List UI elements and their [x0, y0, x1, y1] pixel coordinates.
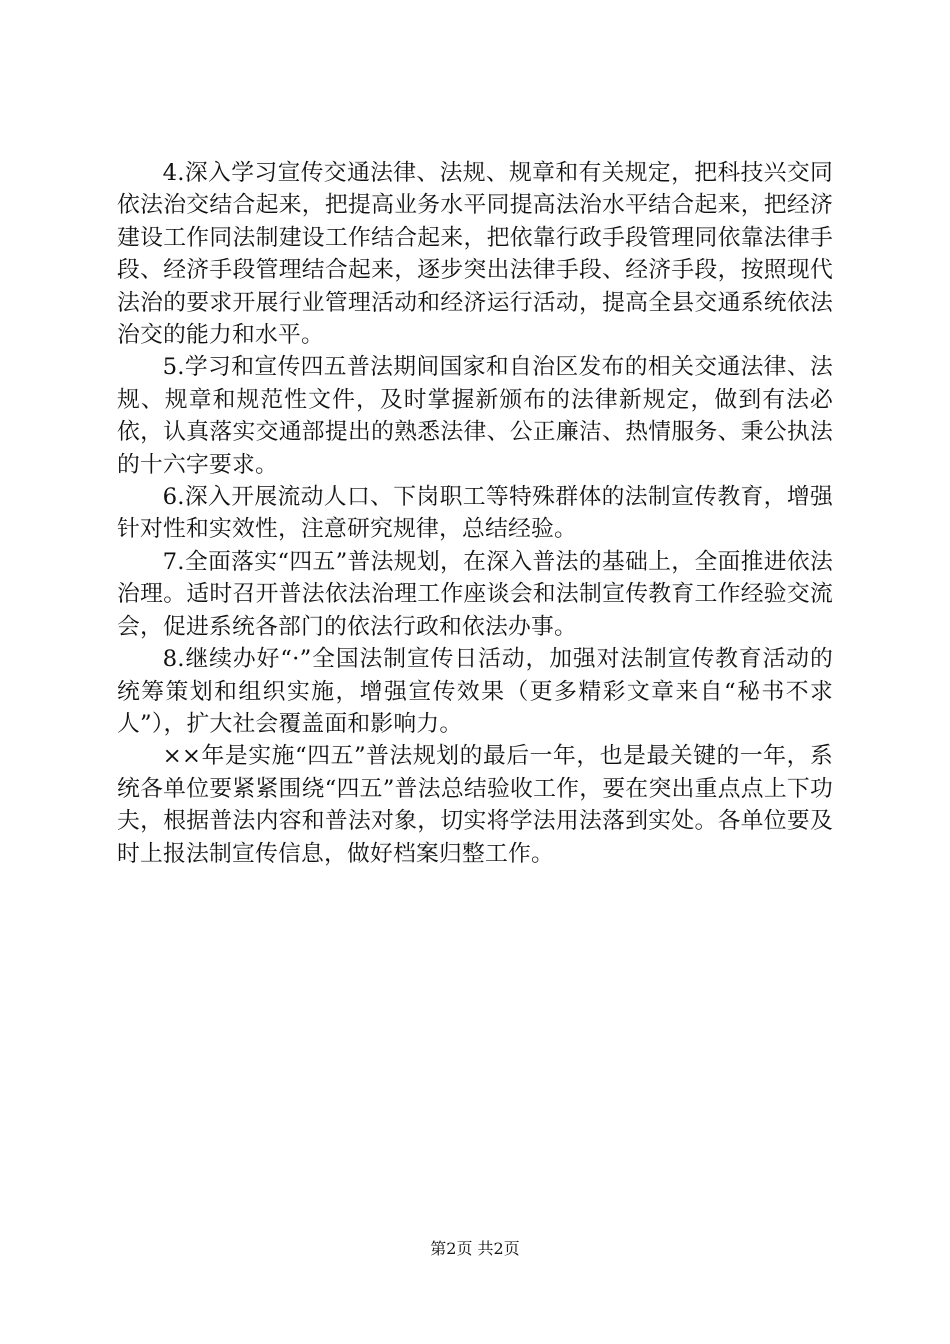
paragraph-item-4: 4.深入学习宣传交通法律、法规、规章和有关规定，把科技兴交同依法治交结合起来，把提高业务水平同提高法治水平结合起来，把经济建设工作同法制建设工作结合起来，把依靠行政手段管理同依靠法律手段、经济手段管理结合起来，逐步突出法律手段、经济手段，按照现代法治的要求开展行业管理活动和经济运行活动，提高全县交通系统依法治交的能力和水平。 [117, 160, 833, 349]
paragraph-item-5: 5.学习和宣传四五普法期间国家和自治区发布的相关交通法律、法规、规章和规范性文件，及时掌握新颁布的法律新规定，做到有法必依，认真落实交通部提出的熟悉法律、公正廉洁、热情服务、秉公执法的十六字要求。 [117, 354, 833, 478]
paragraph-item-7: 7.全面落实“四五”普法规划，在深入普法的基础上，全面推进依法治理。适时召开普法依法治理工作座谈会和法制宣传教育工作经验交流会，促进系统各部门的依法行政和依法办事。 [117, 548, 833, 640]
paragraph-item-8: 8.继续办好“·”全国法制宣传日活动，加强对法制宣传教育活动的统筹策划和组织实施，增强宣传效果（更多精彩文章来自“秘书不求人”），扩大社会覆盖面和影响力。 [117, 646, 833, 737]
paragraph-item-6: 6.深入开展流动人口、下岗职工等特殊群体的法制宣传教育，增强针对性和实效性，注意研究规律，总结经验。 [117, 484, 833, 543]
document-body [117, 157, 833, 870]
paragraph-closing: ××年是实施“四五”普法规划的最后一年，也是最关键的一年，系统各单位要紧紧围绕“四五”普法总结验收工作，要在突出重点点上下功夫，根据普法内容和普法对象，切实将学法用法落到实处。各单位要及时上报法制宣传信息，做好档案归整工作。 [117, 743, 833, 867]
page-number-label: 第2页 共2页 [430, 1239, 520, 1258]
page-footer [0, 1239, 950, 1259]
